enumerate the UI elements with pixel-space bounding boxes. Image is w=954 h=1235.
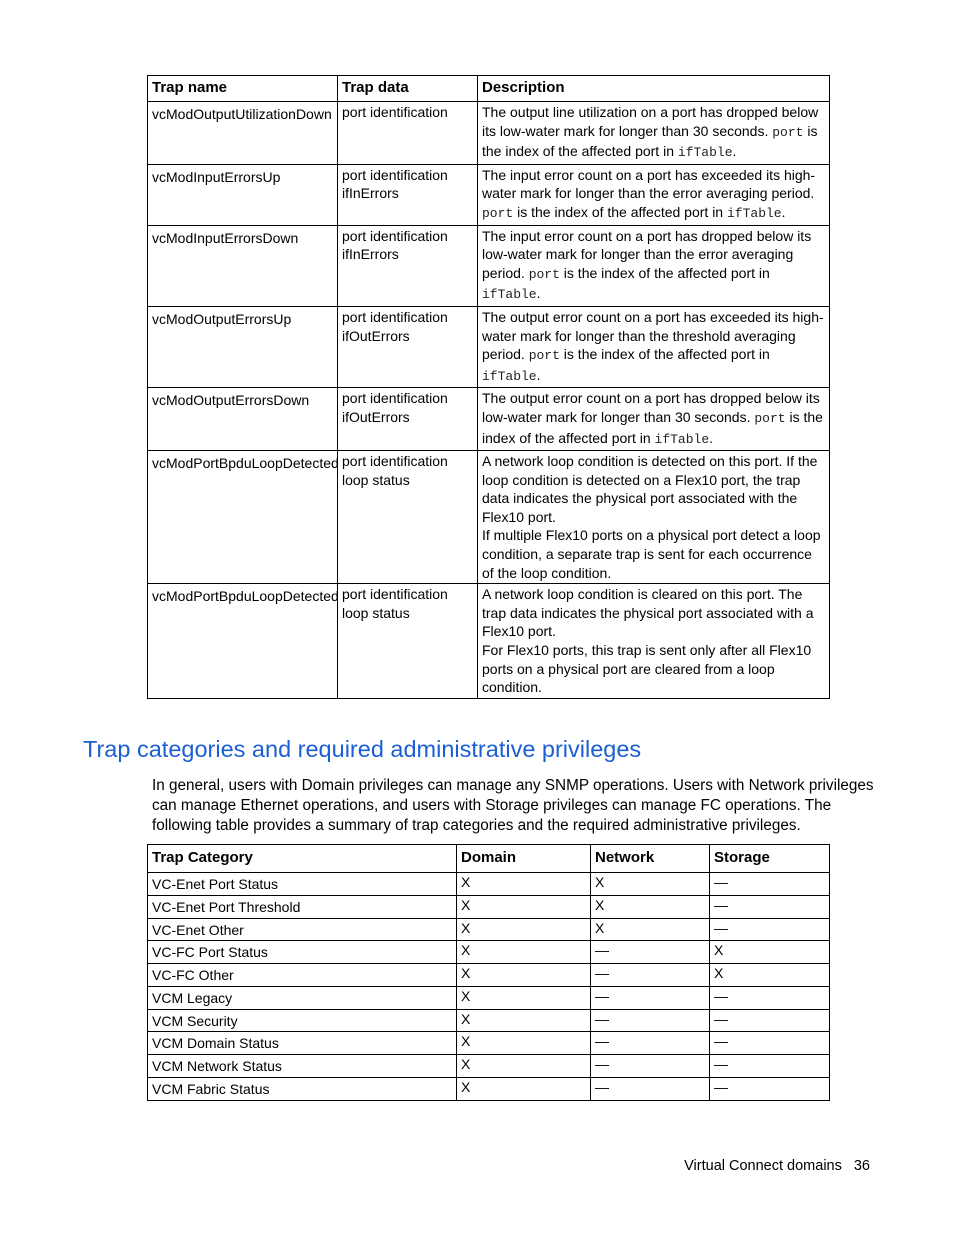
description-text: is the index of the affected port in: [559, 346, 770, 363]
code-term: port: [528, 348, 560, 364]
category-cell: VC-Enet Port Threshold: [148, 895, 457, 918]
storage-cell: —: [710, 873, 830, 896]
trap-data-line: port identification: [342, 453, 448, 470]
trap-name-cell: vcModOutputErrorsDown: [148, 388, 338, 451]
trap-row: [148, 584, 830, 699]
trap-description-cell: [478, 451, 830, 584]
header-storage: Storage: [710, 845, 830, 873]
trap-description-cell: [478, 164, 830, 225]
privilege-table-body: [148, 873, 830, 1101]
network-cell: X: [591, 918, 710, 941]
code-term: ifTable: [482, 368, 537, 384]
description-text: is the index of the affected port in: [482, 408, 823, 446]
footer-section-name: Virtual Connect domains: [684, 1158, 842, 1174]
category-cell: VC-FC Other: [148, 964, 457, 987]
trap-data-cell: [338, 164, 478, 225]
page-footer: [684, 1158, 870, 1174]
domain-cell: X: [457, 1055, 591, 1078]
storage-cell: —: [710, 1077, 830, 1100]
code-term: ifTable: [482, 287, 537, 303]
trap-data-line: port identification: [342, 166, 448, 183]
description-text: .: [536, 285, 541, 302]
section-heading: Trap categories and required administrative privileges: [83, 736, 642, 762]
trap-data-cell: [338, 584, 478, 699]
network-cell: X: [591, 873, 710, 896]
code-term: port: [772, 124, 804, 140]
network-cell: —: [591, 1077, 710, 1100]
code-term: port: [482, 205, 514, 221]
storage-cell: —: [710, 1009, 830, 1032]
category-cell: VCM Network Status: [148, 1055, 457, 1078]
domain-cell: X: [457, 873, 591, 896]
trap-data-line: loop status: [342, 604, 410, 621]
network-cell: —: [591, 1009, 710, 1032]
network-cell: X: [591, 895, 710, 918]
trap-row: [148, 225, 830, 306]
description-text: The output error count on a port has exceeded its high-water mark for longer than the threshold averaging period.: [482, 308, 824, 363]
description-text: The input error count on a port has dropped below its low-water mark for longer than the error averaging period.: [482, 227, 812, 281]
intro-paragraph: In general, users with Domain privileges can manage any SNMP operations. Users with Network privileges can manage Ethernet operations, and users with Storage privileges can manage FC operations. The following table provides a summary of trap categories and the required administrative privileges.: [152, 777, 874, 834]
code-term: ifTable: [677, 145, 733, 161]
storage-cell: —: [710, 1055, 830, 1078]
network-cell: —: [591, 986, 710, 1009]
description-text: .: [709, 429, 714, 446]
trap-description-cell: [478, 225, 830, 306]
category-cell: VC-Enet Other: [148, 918, 457, 941]
trap-data-line: port identification: [342, 390, 448, 407]
network-cell: —: [591, 964, 710, 987]
trap-name-cell: vcModPortBpduLoopDetected: [148, 584, 338, 699]
privilege-row: [148, 918, 830, 941]
storage-cell: X: [710, 964, 830, 987]
trap-data-line: ifOutErrors: [342, 327, 410, 344]
page-number: 36: [853, 1158, 870, 1174]
network-cell: —: [591, 941, 710, 964]
storage-cell: X: [710, 941, 830, 964]
domain-cell: X: [457, 1077, 591, 1100]
privilege-row: [148, 964, 830, 987]
trap-name-cell: vcModInputErrorsUp: [148, 164, 338, 225]
storage-cell: —: [710, 918, 830, 941]
domain-cell: X: [457, 1009, 591, 1032]
trap-table-body: [148, 102, 830, 699]
domain-cell: X: [457, 986, 591, 1009]
code-term: port: [528, 266, 560, 282]
network-cell: —: [591, 1032, 710, 1055]
header-trap-data: Trap data: [338, 76, 478, 102]
privilege-row: [148, 873, 830, 896]
domain-cell: X: [457, 1032, 591, 1055]
trap-name-cell: vcModOutputErrorsUp: [148, 306, 338, 387]
code-term: ifTable: [654, 431, 710, 447]
description-text: is the index of the affected port in: [482, 122, 818, 160]
privilege-table-header-row: [148, 845, 830, 873]
trap-data-line: port identification: [342, 104, 448, 120]
trap-data-line: ifInErrors: [342, 246, 399, 263]
category-cell: VCM Security: [148, 1009, 457, 1032]
description-text: The output line utilization on a port has dropped below its low-water mark for longer than 30 seconds.: [482, 104, 819, 139]
domain-cell: X: [457, 918, 591, 941]
category-cell: VCM Domain Status: [148, 1032, 457, 1055]
code-term: port: [754, 410, 786, 426]
trap-data-cell: [338, 102, 478, 165]
privilege-row: [148, 941, 830, 964]
description-text: The output error count on a port has dropped below its low-water mark for longer than 30 seconds.: [482, 390, 820, 425]
trap-data-cell: [338, 388, 478, 451]
privilege-row: [148, 1009, 830, 1032]
trap-name-cell: vcModPortBpduLoopDetected: [148, 451, 338, 584]
trap-data-line: port identification: [342, 586, 448, 603]
description-text: .: [781, 203, 786, 220]
trap-description-cell: [478, 102, 830, 165]
category-cell: VC-Enet Port Status: [148, 873, 457, 896]
privilege-row: [148, 1032, 830, 1055]
privilege-table: [147, 844, 830, 1101]
trap-table: [147, 75, 830, 699]
trap-description-cell: [478, 306, 830, 387]
storage-cell: —: [710, 986, 830, 1009]
trap-data-line: ifInErrors: [342, 185, 399, 202]
description-text: For Flex10 ports, this trap is sent only after all Flex10 ports on a physical port are cleared from a loop condition.: [482, 642, 812, 696]
header-trap-name: Trap name: [148, 76, 338, 102]
trap-data-cell: [338, 225, 478, 306]
trap-row: [148, 164, 830, 225]
trap-row: [148, 451, 830, 584]
description-text: A network loop condition is detected on this port. If the loop condition is detected on a Flex10 port, the trap data indicates the physical port associated with the Flex10 port.: [482, 453, 818, 525]
description-text: is the index of the affected port in: [559, 264, 770, 281]
trap-row: [148, 102, 830, 165]
trap-description-cell: [478, 584, 830, 699]
description-text: .: [536, 366, 541, 383]
trap-data-line: ifOutErrors: [342, 408, 410, 425]
privilege-row: [148, 895, 830, 918]
domain-cell: X: [457, 895, 591, 918]
trap-table-header-row: [148, 76, 830, 102]
description-text: A network loop condition is cleared on this port. The trap data indicates the physical port associated with a Flex10 port.: [482, 586, 814, 640]
trap-row: [148, 388, 830, 451]
description-text: is the index of the affected port in: [513, 203, 727, 220]
trap-row: [148, 306, 830, 387]
trap-name-cell: vcModInputErrorsDown: [148, 225, 338, 306]
storage-cell: —: [710, 895, 830, 918]
header-description: Description: [478, 76, 830, 102]
description-text: If multiple Flex10 ports on a physical port detect a loop condition, a separate trap is sent for each occurrence of the loop condition.: [482, 527, 821, 581]
privilege-row: [148, 1077, 830, 1100]
domain-cell: X: [457, 941, 591, 964]
trap-description-cell: [478, 388, 830, 451]
header-network: Network: [591, 845, 710, 873]
category-cell: VCM Legacy: [148, 986, 457, 1009]
trap-data-cell: [338, 306, 478, 387]
network-cell: —: [591, 1055, 710, 1078]
code-term: ifTable: [727, 205, 782, 221]
trap-data-cell: [338, 451, 478, 584]
trap-name-cell: vcModOutputUtilizationDown: [148, 102, 338, 165]
privilege-row: [148, 986, 830, 1009]
description-text: .: [732, 143, 737, 160]
trap-data-line: port identification: [342, 308, 448, 325]
header-domain: Domain: [457, 845, 591, 873]
privilege-row: [148, 1055, 830, 1078]
header-trap-category: Trap Category: [148, 845, 457, 873]
storage-cell: —: [710, 1032, 830, 1055]
category-cell: VC-FC Port Status: [148, 941, 457, 964]
category-cell: VCM Fabric Status: [148, 1077, 457, 1100]
trap-data-line: loop status: [342, 471, 410, 488]
trap-data-line: port identification: [342, 227, 448, 244]
description-text: The input error count on a port has exceeded its high-water mark for longer than the error averaging period.: [482, 166, 816, 202]
domain-cell: X: [457, 964, 591, 987]
